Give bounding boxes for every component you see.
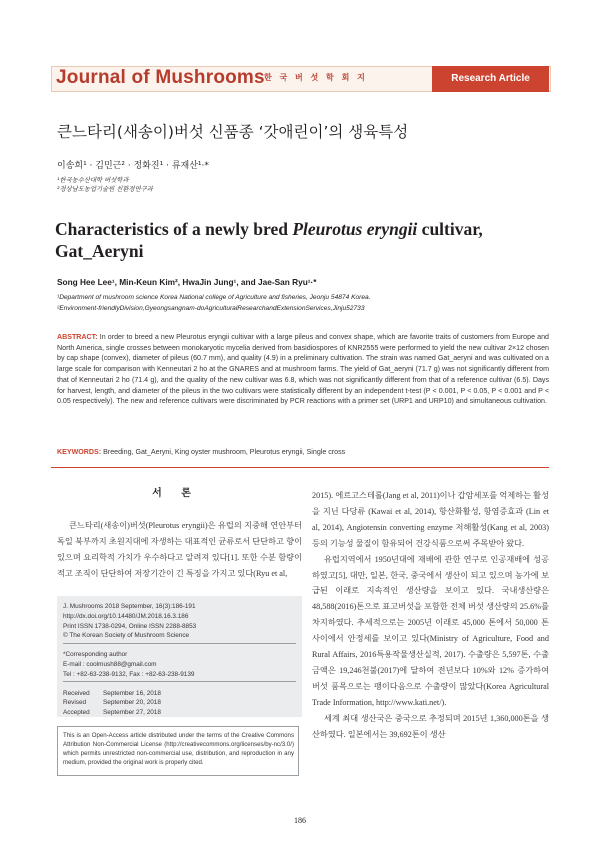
introduction-paragraph: 큰느타리(새송이)버섯(Pleurotus eryngii)은 유럽의 지중해 연안부터 독일 북부까지 초원지대에 자생하는 대표적인 균류로서 단단하고 향이 있으며 요리학적 가치가 우수하다고 알려져 있다[1]. 또한 수분 함량이 적고 조직이 단단하여 저장기간이 긴 특징을 가지고 있다(Ryu et al, [57, 521, 302, 578]
revised-date: September 20, 2018 [103, 699, 161, 707]
copyright-line: © The Korean Society of Mushroom Science [63, 632, 190, 640]
korean-affiliations [57, 176, 153, 194]
english-affiliation-1: ¹Department of mushroom science Korea National college of Agriculture and fisheries, Jeonju 54874 Korea. [57, 294, 371, 301]
korean-title: 큰느타리(새송이)버섯 신품종 ‘갓애린이’의 생육특성 [57, 123, 409, 141]
keywords [57, 447, 549, 457]
corresponding-phone: Tel : +82-63-238-9132, Fax : +82-63-238-9139 [63, 670, 195, 678]
korean-affiliation-2: ²경상남도농업기술원 친환경연구과 [57, 186, 153, 193]
english-title-species: Pleurotus eryngii [292, 219, 418, 239]
info-separator-2 [63, 681, 296, 682]
english-affiliation-2: ²Environment-friendlyDivision,Gyeongsangnam-doAgriculturalResearchandExtensionServices,Jinju52733 [57, 305, 365, 312]
korean-affiliation-1: ¹한국농수산대학 버섯학과 [57, 177, 129, 184]
revised-label: Revised [63, 699, 87, 707]
issn-line: Print ISSN 1738-0294, Online ISSN 2288-8853 [63, 622, 197, 630]
journal-title: Journal of Mushrooms [56, 67, 265, 88]
korean-authors: 이송희¹ · 김민근² · 정화진¹ · 류재산¹·* [57, 161, 209, 171]
accepted-label: Accepted [63, 709, 90, 717]
corresponding-email[interactable]: E-mail : coolmush88@gmail.com [63, 660, 157, 668]
article-info-box [57, 596, 302, 717]
abstract-label: ABSTRACT: [57, 333, 98, 341]
introduction-right-text [312, 488, 549, 743]
info-separator-1 [63, 643, 296, 644]
right-paragraph-2: 유럽지역에서 1950년대에 재배에 관한 연구로 인공재배에 성공하였고[5], 대만, 일본, 한국, 중국에서 생산이 되고 있으며 농가에 보급된 이래로 지속적인 생산량을 보이고 있다. 국내생산량은 48,588(2016)톤으로 표고버섯을 포함한 전체 버섯 생산량의 25.6%를 차지하였다. 추세적으로는 2005년 이래로 45,000 톤에서 50,000 톤 사이에서 안정세를 보이고 있다(Ministry of Agriculture, Food and Rural Affairs, 2016특용작물생산실적, 2017). 수출량은 5,597톤, 수출금액은 19,246천불(2017)에 달하여 전년보다 10%와 12% 증가하여 버섯 품목으로는 팽이다음으로 수출량이 많았다(Korea Agricultural Trade Information, http://www.kati.net/). [312, 554, 549, 707]
accepted-date: September 27, 2018 [103, 709, 161, 717]
open-access-notice [57, 726, 299, 776]
citation-line-1: J. Mushrooms 2018 September, 16(3):186-191 [63, 603, 196, 610]
page-number: 186 [294, 816, 306, 825]
received-row [63, 689, 298, 699]
english-title-part-2: cultivar, Gat_Aeryni [55, 219, 483, 261]
doi-link[interactable]: http://dx.doi.org/10.14480/JM.2018.16.3.186 [63, 612, 189, 620]
open-access-text: This is an Open-Access article distributed under the terms of the Creative Commons Attribution Non-Commercial License (http://creativecommons.org/licenses/by-nc/3.0/) which permits unrestricted non-commercial use, distribution, and reproduction in any medium, provided the original work is properly cited. [63, 732, 294, 766]
received-date: September 16, 2018 [103, 689, 161, 697]
english-title-part-1: Characteristics of a newly bred [55, 219, 288, 239]
right-paragraph-3: 세계 최대 생산국은 중국으로 추정되며 2015년 1,360,000톤을 생산하였다. 일본에서는 39,692톤이 생산 [312, 713, 549, 739]
english-affiliations [57, 292, 557, 314]
keywords-text: Breeding, Gat_Aeryni, King oyster mushroom, Pleurotus eryngii, Single cross [103, 448, 346, 456]
section-divider [51, 467, 549, 468]
abstract [57, 332, 549, 407]
revised-row [63, 698, 298, 708]
accepted-row [63, 708, 298, 718]
english-title [55, 218, 525, 262]
introduction-left-text [57, 518, 302, 582]
keywords-label: KEYWORDS: [57, 448, 102, 456]
abstract-text: In order to breed a new Pleurotus eryngii cultivar with a large pileus and convex shape, which are favorite traits of customers from Europe and North America, single crosses between monokaryotic mycelia derived from basidiospores of KNR2555 were performed to yield the new cultivar 2×12 chosen by cap shape (convex), diameter of pileus (60.7 mm), and quality (4.9) in a preliminary cultivation. The strain was named Gat_aeryni and was cultivated on a large scale for comparison with Kenneutari 2 ho at the GNARES and at mushroom farms. The yield of Gat_aeryni (71.7 g) was not significantly different from that of Kenneutari 2 ho (71.4 g), and the quality of the new cultivar was 6.8, which was not significantly different from that of a reference cultivar (6.5). Days for harvest, length, and diameter of the pileus in the two cultivars were statistically different by an independent t-test (P < 0.001, P < 0.05, P < 0.001 and P < 0.05 respectively). The new and reference cultivars were discriminated by PCR reactions with a primer set (URP1 and URP10) and simultaneous cultivation. [57, 333, 549, 406]
english-authors: Song Hee Lee¹, Min-Keun Kim², HwaJin Jung¹, and Jae-San Ryu¹·* [57, 277, 317, 287]
introduction-heading: 서 론 [152, 488, 199, 499]
article-type-badge: Research Article [432, 66, 549, 92]
received-label: Received [63, 689, 90, 697]
journal-korean-title: 한 국 버 섯 학 회 지 [264, 73, 368, 82]
right-paragraph-1: 2015). 에르고스테롤(Jang et al, 2011)이나 갑암세포를 억제하는 활성을 지닌 다당류 (Kawai et al, 2014), 항산화활성, 항염증효과 (Lin et al, 2014), Angiotensin converting enzyme 저해활성(Kang et al, 2003) 등의 기능성 물질이 함유되어 건강식품으로써 주목받아 왔다. [312, 491, 549, 548]
corresponding-label: *Corresponding author [63, 651, 128, 659]
